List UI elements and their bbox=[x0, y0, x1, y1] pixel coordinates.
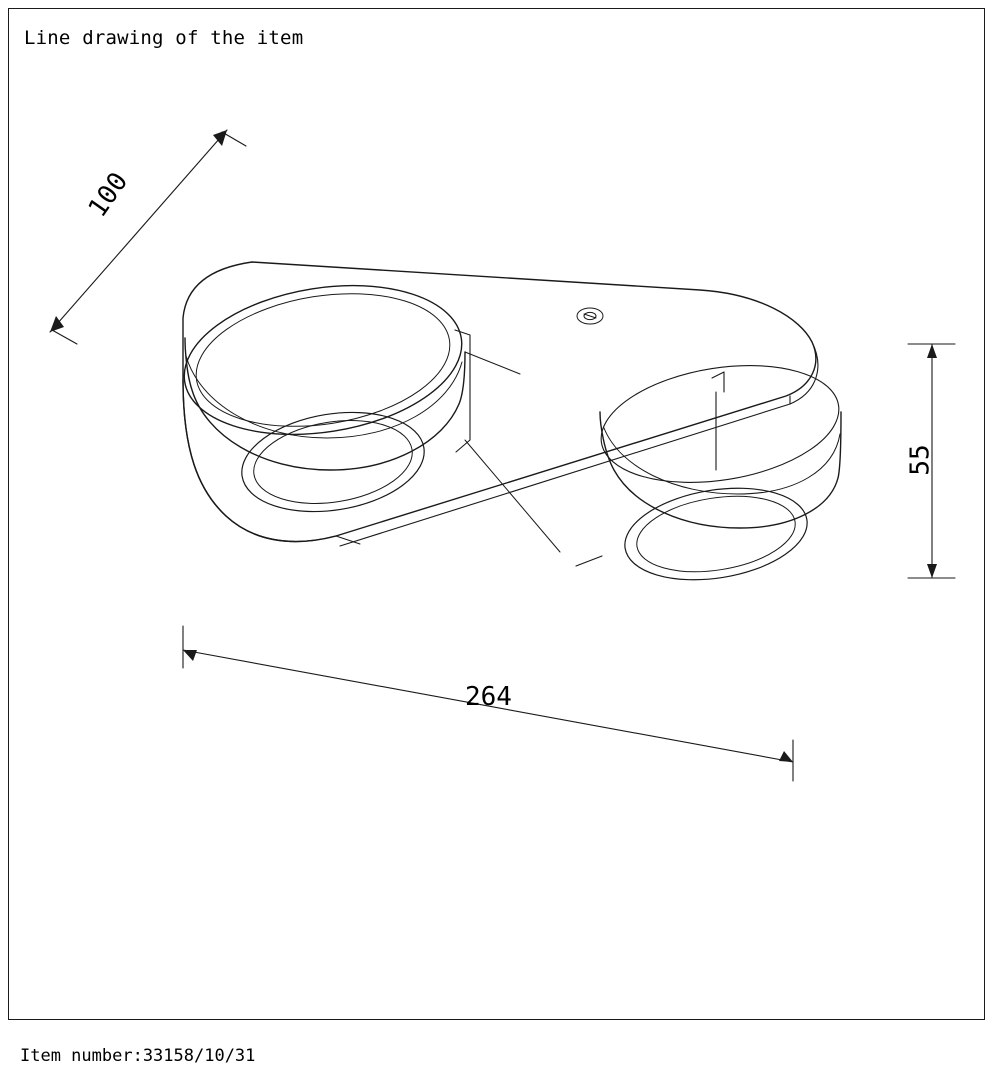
screw-detail bbox=[577, 308, 603, 324]
item-number: Item number:33158/10/31 bbox=[20, 1046, 256, 1066]
right-spot-head bbox=[576, 350, 847, 592]
dimension-label-width: 264 bbox=[465, 682, 512, 712]
page-title: Line drawing of the item bbox=[24, 27, 304, 49]
dimension-label-height: 55 bbox=[905, 444, 936, 476]
dimension-line-depth bbox=[50, 130, 246, 344]
body-edges bbox=[336, 352, 560, 552]
 bbox=[173, 267, 472, 524]
dimension-label-depth: 100 bbox=[82, 167, 135, 223]
